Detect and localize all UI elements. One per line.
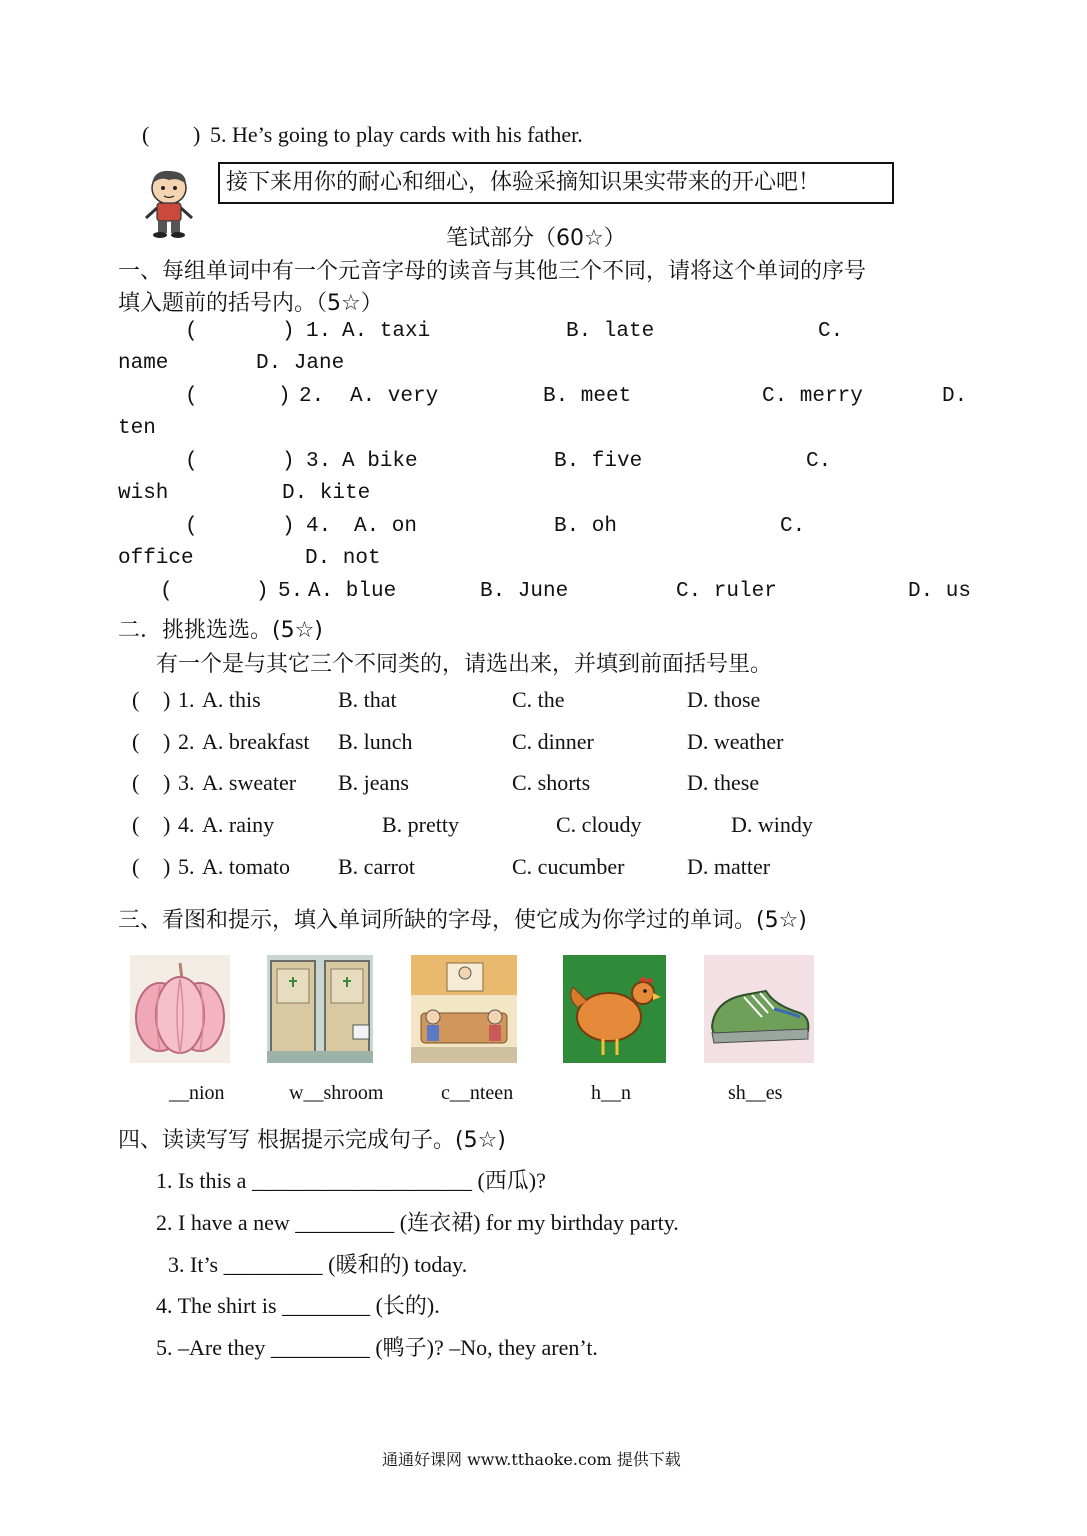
option-b: B. oh: [554, 515, 618, 538]
answer-paren-close: ): [282, 515, 295, 538]
answer-paren-close: ): [282, 320, 295, 343]
cartoon-boy-icon: [140, 168, 198, 238]
part3-heading: 三、看图和提示，填入单词所缺的字母，使它成为你学过的单词。(5☆): [118, 908, 807, 933]
hen-image: [563, 955, 666, 1063]
option-c: C.: [806, 450, 832, 473]
option-d: D. kite: [282, 482, 371, 505]
item-number: 3.: [178, 770, 195, 795]
picture-caption: c__nteen: [441, 1082, 514, 1104]
option-c: C. dinner: [512, 729, 594, 754]
option-b: B. June: [480, 580, 569, 603]
answer-paren-close: ): [282, 450, 295, 473]
option-d: D. these: [687, 770, 760, 795]
answer-paren-close: ): [278, 385, 291, 408]
option-d: D. not: [305, 547, 381, 570]
item-number: 4.: [306, 515, 332, 538]
option-b: B. carrot: [338, 854, 415, 879]
option-a: A. rainy: [202, 812, 275, 837]
question-paren: (: [142, 122, 150, 147]
option-b: B. late: [566, 320, 655, 343]
washroom-image: [267, 955, 373, 1063]
item-number: 5.: [278, 580, 304, 603]
option-d: D. weather: [687, 729, 784, 754]
item-number: 5.: [178, 854, 195, 879]
option-c: C. cucumber: [512, 854, 625, 879]
answer-paren: (: [160, 580, 173, 603]
option-b: B. that: [338, 687, 397, 712]
option-c: C. cloudy: [556, 812, 642, 837]
item-number: 1.: [306, 320, 332, 343]
picture-caption: w__shroom: [289, 1082, 384, 1104]
option-b: B. jeans: [338, 770, 409, 795]
answer-paren: (: [185, 515, 198, 538]
option-d: D.: [942, 385, 968, 408]
option-c: C. merry: [762, 385, 863, 408]
option-b: B. meet: [543, 385, 632, 408]
part4-heading: 四、读读写写 根据提示完成句子。(5☆): [118, 1128, 506, 1153]
option-c: C.: [780, 515, 806, 538]
part2-instruction: 有一个是与其它三个不同类的，请选出来，并填到前面括号里。: [156, 652, 773, 677]
item-number: 4.: [178, 812, 195, 837]
option-b: B. five: [554, 450, 643, 473]
answer-paren: (: [132, 854, 140, 879]
answer-paren-close: ): [163, 729, 171, 754]
answer-paren: (: [185, 385, 198, 408]
motivation-banner: 接下来用你的耐心和细心，体验采摘知识果实带来的开心吧！: [218, 162, 894, 204]
option-a: A. sweater: [202, 770, 297, 795]
answer-paren: (: [185, 320, 198, 343]
question-paren-close: ): [193, 122, 201, 147]
answer-paren-close: ): [163, 687, 171, 712]
part2-heading: 二．挑挑选选。(5☆): [118, 618, 323, 643]
part1-heading-cont: 填入题前的括号内。（5☆）: [118, 291, 383, 316]
item-number: 3.: [306, 450, 332, 473]
page-footer: 通通好课网 www.tthaoke.com 提供下载: [382, 1450, 681, 1469]
sentence-item: 4. The shirt is ________ (长的).: [156, 1293, 440, 1318]
option-a: A. breakfast: [202, 729, 310, 754]
option-d-word: ten: [118, 417, 156, 440]
answer-paren: (: [132, 770, 140, 795]
picture-caption: __nion: [169, 1082, 225, 1104]
sentence-item: 5. –Are they _________ (鸭子)? –No, they aren’t.: [156, 1335, 598, 1360]
option-b: B. lunch: [338, 729, 413, 754]
option-a: A. on: [354, 515, 418, 538]
option-a: A. taxi: [342, 320, 431, 343]
canteen-image: [411, 955, 517, 1063]
listening-item-5: 5. He’s going to play cards with his father.: [210, 122, 583, 147]
section-title: 笔试部分（60☆）: [446, 226, 626, 251]
answer-paren: (: [132, 729, 140, 754]
sentence-item: 3. It’s _________ (暖和的) today.: [168, 1252, 468, 1277]
shoes-image: [704, 955, 814, 1063]
answer-paren-close: ): [163, 812, 171, 837]
option-b: B. pretty: [382, 812, 459, 837]
option-a: A. tomato: [202, 854, 290, 879]
item-number: 2.: [299, 385, 325, 408]
answer-paren-close: ): [163, 854, 171, 879]
option-c: C.: [818, 320, 844, 343]
option-c-word: name: [118, 352, 169, 375]
answer-paren-close: ): [163, 770, 171, 795]
answer-paren: (: [132, 812, 140, 837]
option-a: A. this: [202, 687, 261, 712]
item-number: 2.: [178, 729, 195, 754]
option-c: C. the: [512, 687, 565, 712]
answer-paren: (: [185, 450, 198, 473]
answer-paren: (: [132, 687, 140, 712]
part1-heading: 一、每组单词中有一个元音字母的读音与其他三个不同，请将这个单词的序号: [118, 259, 867, 284]
option-c: C. ruler: [676, 580, 777, 603]
picture-caption: h__n: [591, 1082, 631, 1104]
sentence-item: 2. I have a new _________ (连衣裙) for my birthday party.: [156, 1210, 679, 1235]
option-d: D. those: [687, 687, 761, 712]
option-d: D. Jane: [256, 352, 345, 375]
onion-image: [130, 955, 230, 1063]
answer-paren-close: ): [256, 580, 269, 603]
option-a: A. blue: [308, 580, 397, 603]
option-c-word: office: [118, 547, 194, 570]
option-a: A. very: [350, 385, 439, 408]
option-c-word: wish: [118, 482, 169, 505]
option-d: D. windy: [731, 812, 813, 837]
option-d: D. us: [908, 580, 972, 603]
option-a: A bike: [342, 450, 418, 473]
item-number: 1.: [178, 687, 195, 712]
sentence-item: 1. Is this a ____________________ (西瓜)?: [156, 1168, 546, 1193]
picture-caption: sh__es: [728, 1082, 783, 1104]
option-c: C. shorts: [512, 770, 591, 795]
option-d: D. matter: [687, 854, 771, 879]
